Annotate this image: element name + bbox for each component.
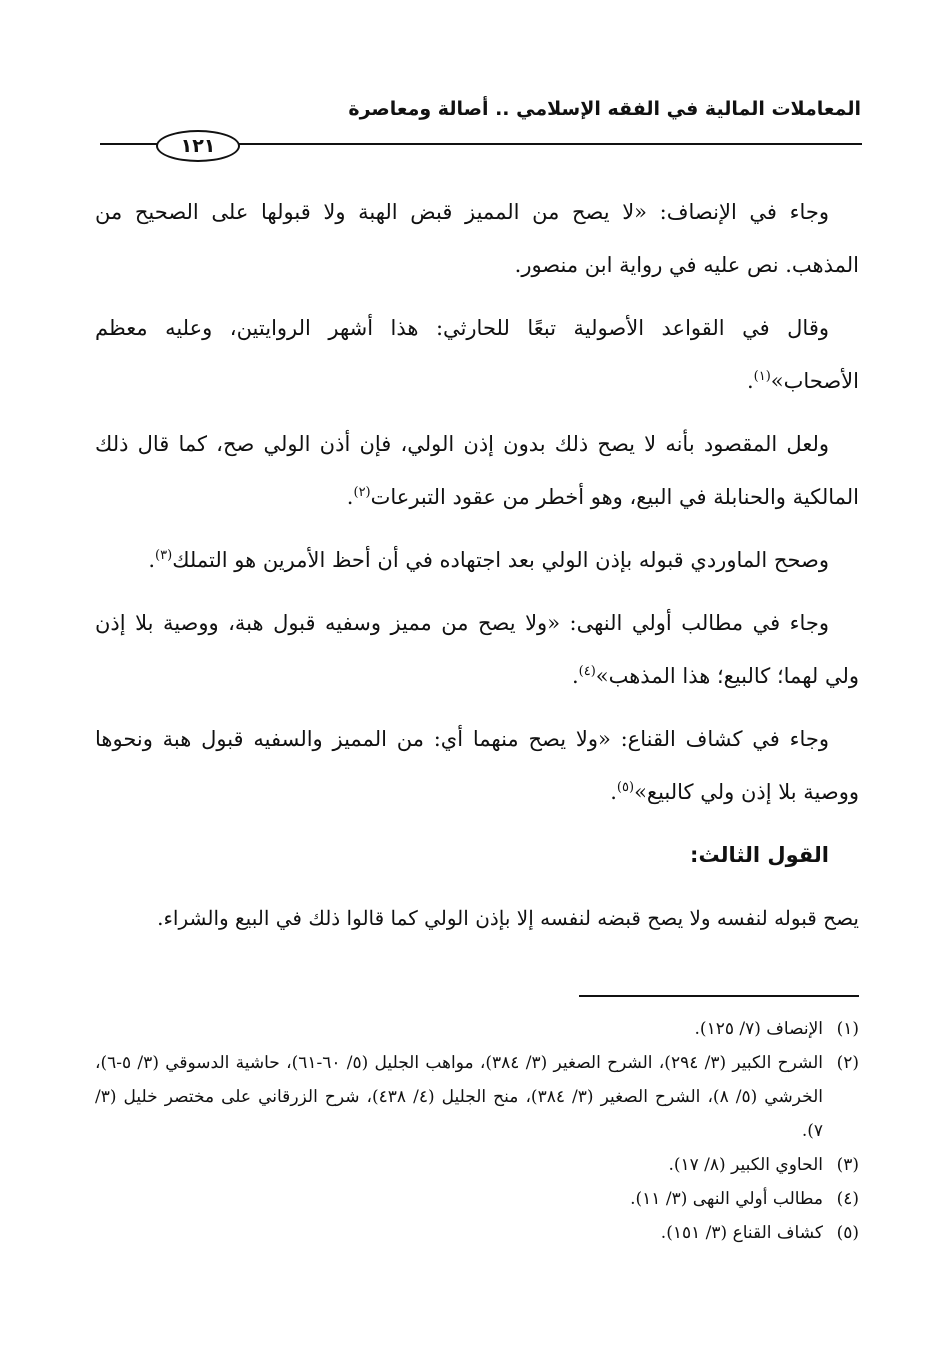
paragraph — [95, 597, 859, 703]
paragraph — [95, 534, 859, 587]
paragraph — [95, 418, 859, 524]
paragraph-tail: . — [610, 780, 617, 804]
footnote-item — [95, 1012, 859, 1046]
paragraph-tail: . — [346, 485, 354, 509]
footnote-item — [95, 1148, 859, 1182]
section-heading: القول الثالث: — [690, 843, 829, 867]
footnote-number: (١) — [836, 1019, 859, 1039]
main-text — [95, 186, 859, 955]
paragraph-text: وقال في القواعد الأصولية تبعًا للحارثي: هذا أشهر الروايتين، وعليه معظم الأصحاب» — [95, 316, 859, 393]
footnote-item — [95, 1216, 859, 1250]
paragraph-tail: . — [571, 664, 579, 688]
footnote-text: الإنصاف (٧/ ١٢٥). — [694, 1019, 823, 1039]
paragraph-tail: . — [148, 548, 156, 572]
running-header-title: المعاملات المالية في الفقه الإسلامي .. أصالة ومعاصرة — [348, 98, 861, 120]
footnote-ref[interactable]: (٣) — [155, 548, 173, 563]
page-number: ١٢١ — [156, 130, 240, 162]
footnote-text: مطالب أولي النهى (٣/ ١١). — [630, 1189, 823, 1209]
footnote-number: (٤) — [836, 1189, 859, 1209]
footnote-text: الحاوي الكبير (٨/ ١٧). — [668, 1155, 823, 1175]
footnote-ref[interactable]: (٢) — [353, 485, 371, 500]
footnote-text: كشاف القناع (٣/ ١٥١). — [660, 1223, 823, 1243]
paragraph-text: ولعل المقصود بأنه لا يصح ذلك بدون إذن الولي، فإن أذن الولي صح، كما قال ذلك المالكية والحنابلة في البيع، وهو أخطر من عقود التبرعات — [95, 432, 859, 509]
footnote-number: (٥) — [836, 1223, 859, 1243]
footnotes — [95, 1012, 859, 1250]
footnote-separator — [579, 995, 859, 997]
paragraph-tail: . — [746, 369, 754, 393]
final-paragraph: يصح قبوله لنفسه ولا يصح قبضه لنفسه إلا بإذن الولي كما قالوا ذلك في البيع والشراء. — [157, 906, 859, 930]
footnote-item — [95, 1182, 859, 1216]
footnote-text: الشرح الكبير (٣/ ٢٩٤)، الشرح الصغير (٣/ ٣٨٤)، مواهب الجليل (٥/ ٦٠-٦١)، حاشية الدسوقي (٣/ ٥-٦)، الخرشي (٥/ ٨)، الشرح الصغير (٣/ ٣٨٤)، منح الجليل (٤/ ٤٣٨)، شرح الزرقاني على مختصر خليل (٣/ ٧). — [95, 1053, 824, 1141]
paragraph-text: وجاء في كشاف القناع: «ولا يصح منهما أي: من المميز والسفيه قبول هبة ونحوها ووصية بلا إذن ولي كالبيع» — [95, 727, 859, 804]
paragraph-text: وصحح الماوردي قبوله بإذن الولي بعد اجتهاده في أن أحظ الأمرين هو التملك — [172, 548, 829, 572]
paragraph-text: وجاء في الإنصاف: «لا يصح من المميز قبض الهبة ولا قبولها على الصحيح من المذهب. نص عليه في رواية ابن منصور. — [95, 200, 859, 277]
paragraph-text: وجاء في مطالب أولي النهى: «ولا يصح من مميز وسفيه قبول هبة، ووصية بلا إذن ولي لهما؛ كالبيع؛ هذا المذهب» — [95, 611, 859, 688]
footnote-ref[interactable]: (١) — [753, 369, 771, 384]
paragraph — [95, 713, 859, 819]
paragraph — [95, 186, 859, 292]
footnote-number: (٢) — [836, 1053, 860, 1073]
footnote-ref[interactable]: (٤) — [578, 664, 596, 679]
footnote-ref[interactable]: (٥) — [616, 780, 635, 795]
footnote-item — [95, 1046, 859, 1148]
paragraph — [95, 302, 859, 408]
footnote-number: (٣) — [836, 1155, 859, 1175]
